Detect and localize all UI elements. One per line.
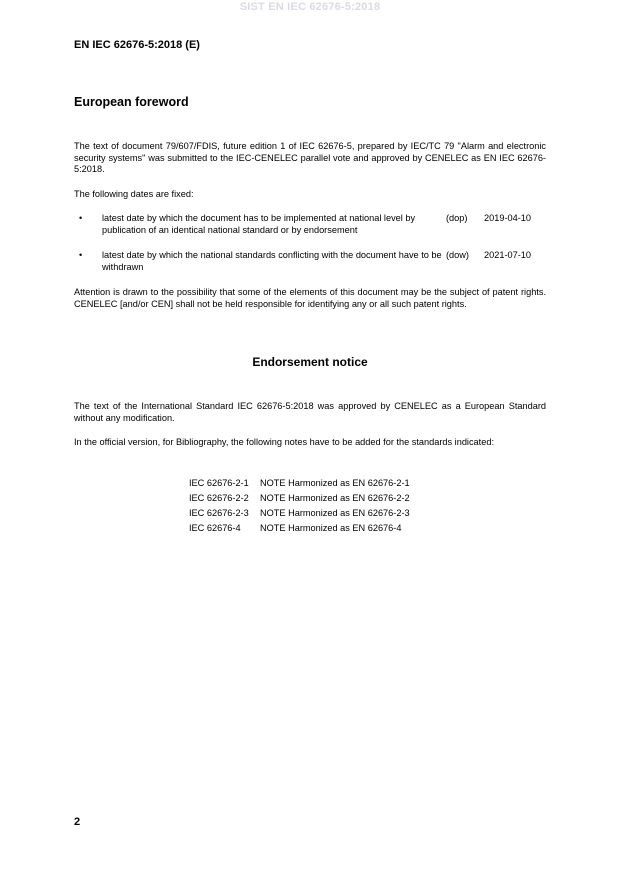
bullet: •	[79, 213, 83, 223]
date-item-dow	[74, 250, 546, 276]
bibliography-notes	[189, 476, 410, 536]
date-item-code: (dow)	[446, 250, 469, 260]
note-ref: IEC 62676-2-2	[189, 493, 249, 503]
document-id: EN IEC 62676-5:2018 (E)	[74, 39, 200, 51]
date-item-dop	[74, 213, 546, 239]
bullet: •	[79, 250, 83, 260]
note-text: NOTE Harmonized as EN 62676-2-2	[260, 493, 410, 503]
dates-intro: The following dates are fixed:	[74, 189, 194, 199]
watermark: SIST EN IEC 62676-5:2018	[239, 1, 381, 13]
endorsement-heading: Endorsement notice	[252, 355, 368, 369]
note-row	[189, 491, 410, 506]
foreword-intro: The text of document 79/607/FDIS, future edition 1 of IEC 62676-5, prepared by IEC/TC 79 "Alarm and electronic security systems" was submitted to the IEC-CENELEC parallel vote and approved by CENELEC as EN IEC 62676-5:2018.	[74, 141, 546, 174]
note-row	[189, 506, 410, 521]
date-item-date: 2021-07-10	[484, 250, 531, 260]
note-ref: IEC 62676-4	[189, 523, 241, 533]
date-item-code: (dop)	[446, 213, 468, 223]
note-text: NOTE Harmonized as EN 62676-2-1	[260, 478, 410, 488]
date-item-date: 2019-04-10	[484, 213, 531, 223]
note-ref: IEC 62676-2-3	[189, 508, 249, 518]
bibliography-text: In the official version, for Bibliography, the following notes have to be added for the standards indicated:	[74, 437, 494, 447]
note-ref: IEC 62676-2-1	[189, 478, 249, 488]
attention-paragraph: Attention is drawn to the possibility that some of the elements of this document may be the subject of patent rights. CENELEC [and/or CEN] shall not be held responsible for identifying any or all such patent rights.	[74, 287, 546, 309]
endorsement-text: The text of the International Standard IEC 62676-5:2018 was approved by CENELEC as a European Standard without any modification.	[74, 401, 546, 423]
date-item-text: latest date by which the document has to be implemented at national level by publication of an identical national standard or by endorsement	[102, 213, 416, 235]
note-text: NOTE Harmonized as EN 62676-4	[260, 523, 402, 533]
page-number: 2	[74, 816, 81, 828]
date-item-text: latest date by which the national standards conflicting with the document have to be withdrawn	[102, 250, 442, 272]
note-text: NOTE Harmonized as EN 62676-2-3	[260, 508, 410, 518]
foreword-heading: European foreword	[74, 95, 189, 109]
note-row	[189, 476, 410, 491]
note-row	[189, 521, 410, 536]
